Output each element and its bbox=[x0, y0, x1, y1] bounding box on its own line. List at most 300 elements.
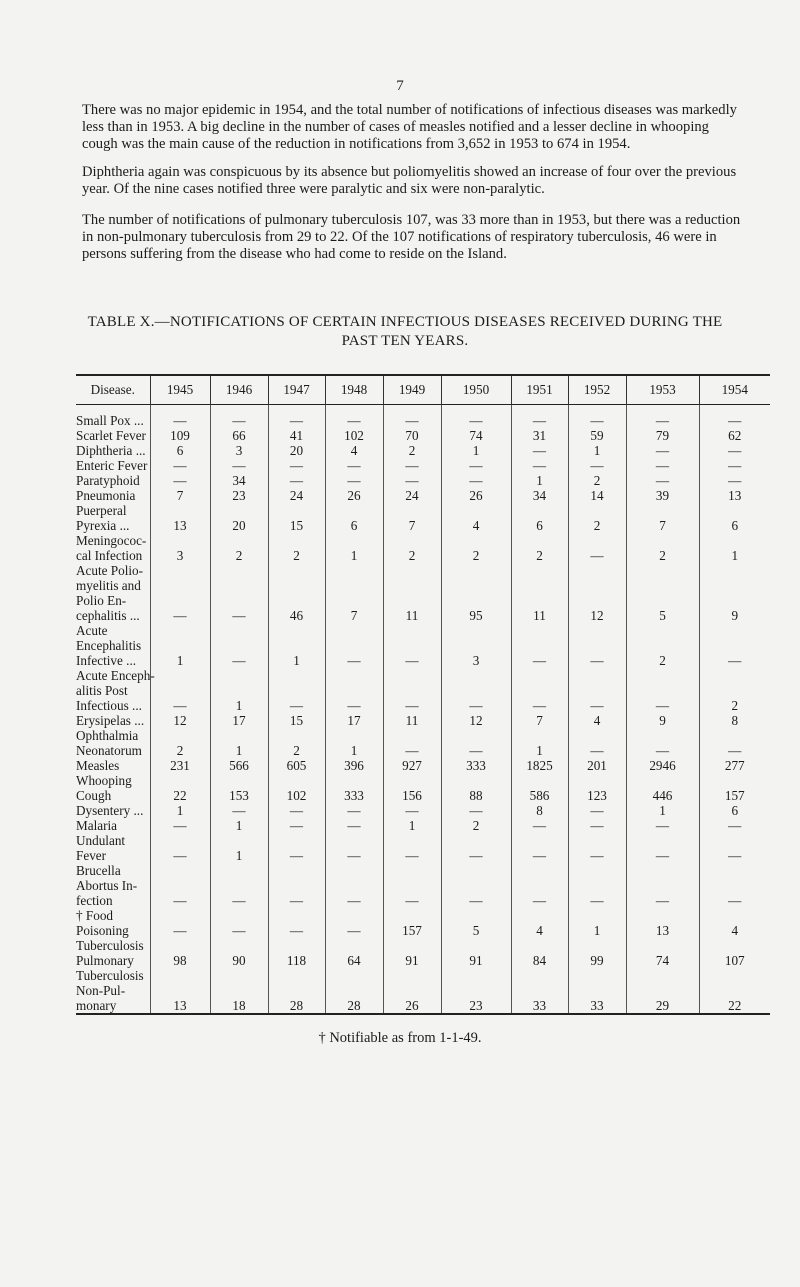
value-cell: 333 bbox=[441, 758, 511, 773]
table-row bbox=[76, 668, 770, 713]
value-cell: 2946 bbox=[626, 758, 699, 773]
value-cell: — bbox=[210, 563, 268, 623]
disease-name-cell bbox=[76, 473, 150, 488]
value-cell: — bbox=[441, 668, 511, 713]
disease-name-line: Pyrexia ... bbox=[76, 518, 130, 533]
value-cell: 157 bbox=[699, 773, 770, 803]
value-cell: — bbox=[626, 458, 699, 473]
value-cell: 98 bbox=[150, 938, 210, 968]
value-cell: 11 bbox=[511, 563, 568, 623]
value-cell: — bbox=[210, 413, 268, 428]
disease-name-line: Tuberculosis bbox=[76, 938, 144, 953]
value-cell: — bbox=[568, 833, 626, 863]
disease-name-line: Undulant bbox=[76, 833, 126, 848]
value-cell: — bbox=[441, 863, 511, 908]
value-cell: — bbox=[626, 473, 699, 488]
table-row bbox=[76, 533, 770, 563]
value-cell: 22 bbox=[699, 968, 770, 1014]
value-cell: — bbox=[441, 413, 511, 428]
value-cell: — bbox=[699, 833, 770, 863]
disease-name-cell bbox=[76, 533, 150, 563]
table-row bbox=[76, 773, 770, 803]
disease-name-cell bbox=[76, 968, 150, 1014]
value-cell: 3 bbox=[150, 533, 210, 563]
spacer-cell bbox=[626, 405, 699, 414]
disease-name-line: Malaria bbox=[76, 818, 118, 833]
disease-name-line: Measles bbox=[76, 758, 120, 773]
value-cell: 1 bbox=[210, 818, 268, 833]
value-cell: 70 bbox=[383, 428, 441, 443]
table-row bbox=[76, 458, 770, 473]
column-header-year: 1950 bbox=[441, 375, 511, 405]
value-cell: — bbox=[268, 458, 325, 473]
table-spacer-row bbox=[76, 405, 770, 414]
value-cell: 2 bbox=[626, 623, 699, 668]
value-cell: 153 bbox=[210, 773, 268, 803]
table-row bbox=[76, 803, 770, 818]
value-cell: 24 bbox=[383, 488, 441, 503]
value-cell: 91 bbox=[441, 938, 511, 968]
value-cell: — bbox=[325, 668, 383, 713]
value-cell: — bbox=[325, 863, 383, 908]
value-cell: 7 bbox=[325, 563, 383, 623]
disease-name-line: Pulmonary bbox=[76, 953, 134, 968]
value-cell: 11 bbox=[383, 563, 441, 623]
value-cell: — bbox=[511, 818, 568, 833]
value-cell: 20 bbox=[210, 503, 268, 533]
value-cell: 9 bbox=[626, 713, 699, 728]
value-cell: 29 bbox=[626, 968, 699, 1014]
value-cell: 102 bbox=[325, 428, 383, 443]
value-cell: 118 bbox=[268, 938, 325, 968]
value-cell: 8 bbox=[699, 713, 770, 728]
disease-name-line: Small Pox ... bbox=[76, 413, 144, 428]
value-cell: 1 bbox=[511, 728, 568, 758]
value-cell: — bbox=[383, 728, 441, 758]
value-cell: 4 bbox=[568, 713, 626, 728]
value-cell: 66 bbox=[210, 428, 268, 443]
value-cell: — bbox=[268, 803, 325, 818]
value-cell: — bbox=[568, 668, 626, 713]
value-cell: 1 bbox=[210, 833, 268, 863]
disease-name-line: Abortus In- bbox=[76, 878, 138, 893]
disease-name-cell bbox=[76, 938, 150, 968]
value-cell: — bbox=[568, 728, 626, 758]
value-cell: 1 bbox=[325, 533, 383, 563]
value-cell: 13 bbox=[626, 908, 699, 938]
disease-name-line: Scarlet Fever bbox=[76, 428, 146, 443]
value-cell: 46 bbox=[268, 563, 325, 623]
value-cell: 1 bbox=[626, 803, 699, 818]
disease-name-cell bbox=[76, 623, 150, 668]
value-cell: 5 bbox=[441, 908, 511, 938]
value-cell: 7 bbox=[150, 488, 210, 503]
spacer-cell bbox=[568, 405, 626, 414]
paragraph-diphtheria-polio: Diphtheria again was conspicuous by its absence but poliomyelitis showed an increase of four over the previous year. Of the nine cases notified three were paralytic and six were non-paralytic. bbox=[82, 164, 737, 197]
value-cell: 1 bbox=[568, 443, 626, 458]
column-header-year: 1947 bbox=[268, 375, 325, 405]
value-cell: — bbox=[325, 623, 383, 668]
value-cell: 84 bbox=[511, 938, 568, 968]
value-cell: — bbox=[383, 413, 441, 428]
disease-name-cell bbox=[76, 818, 150, 833]
value-cell: 41 bbox=[268, 428, 325, 443]
value-cell: 7 bbox=[511, 713, 568, 728]
disease-name-cell bbox=[76, 563, 150, 623]
value-cell: 13 bbox=[150, 968, 210, 1014]
value-cell: 18 bbox=[210, 968, 268, 1014]
value-cell: 22 bbox=[150, 773, 210, 803]
value-cell: 64 bbox=[325, 938, 383, 968]
value-cell: 3 bbox=[441, 623, 511, 668]
disease-name-line: † Food bbox=[76, 908, 114, 923]
disease-name-cell bbox=[76, 443, 150, 458]
disease-name-line: Puerperal bbox=[76, 503, 127, 518]
table-row bbox=[76, 488, 770, 503]
value-cell: 333 bbox=[325, 773, 383, 803]
disease-name-cell bbox=[76, 803, 150, 818]
value-cell: 2 bbox=[626, 533, 699, 563]
value-cell: 1 bbox=[210, 668, 268, 713]
value-cell: 13 bbox=[699, 488, 770, 503]
value-cell: — bbox=[383, 458, 441, 473]
disease-name-line: Cough bbox=[76, 788, 112, 803]
disease-name-line: Whooping bbox=[76, 773, 132, 788]
spacer-cell bbox=[76, 405, 150, 414]
disease-name-line: Poisoning bbox=[76, 923, 129, 938]
value-cell: 31 bbox=[511, 428, 568, 443]
value-cell: 201 bbox=[568, 758, 626, 773]
column-header-year: 1952 bbox=[568, 375, 626, 405]
value-cell: 17 bbox=[210, 713, 268, 728]
value-cell: — bbox=[568, 413, 626, 428]
table-row bbox=[76, 443, 770, 458]
value-cell: 90 bbox=[210, 938, 268, 968]
table-title bbox=[40, 313, 770, 351]
value-cell: 14 bbox=[568, 488, 626, 503]
table-row bbox=[76, 473, 770, 488]
spacer-cell bbox=[511, 405, 568, 414]
column-header-year: 1951 bbox=[511, 375, 568, 405]
value-cell: 74 bbox=[626, 938, 699, 968]
value-cell: — bbox=[325, 458, 383, 473]
value-cell: — bbox=[150, 668, 210, 713]
value-cell: — bbox=[699, 473, 770, 488]
value-cell: 2 bbox=[268, 728, 325, 758]
disease-name-cell bbox=[76, 503, 150, 533]
value-cell: 1 bbox=[699, 533, 770, 563]
table-row bbox=[76, 623, 770, 668]
disease-name-cell bbox=[76, 773, 150, 803]
value-cell: — bbox=[441, 458, 511, 473]
table-row bbox=[76, 413, 770, 428]
value-cell: 99 bbox=[568, 938, 626, 968]
disease-name-cell bbox=[76, 833, 150, 863]
value-cell: 231 bbox=[150, 758, 210, 773]
value-cell: 12 bbox=[568, 563, 626, 623]
value-cell: 4 bbox=[325, 443, 383, 458]
value-cell: — bbox=[150, 863, 210, 908]
value-cell: — bbox=[568, 863, 626, 908]
disease-name-line: Acute bbox=[76, 623, 108, 638]
value-cell: 6 bbox=[511, 503, 568, 533]
column-header-year: 1954 bbox=[699, 375, 770, 405]
disease-name-cell bbox=[76, 908, 150, 938]
value-cell: — bbox=[441, 803, 511, 818]
value-cell: 74 bbox=[441, 428, 511, 443]
value-cell: 11 bbox=[383, 713, 441, 728]
table-row bbox=[76, 863, 770, 908]
value-cell: — bbox=[325, 908, 383, 938]
table-title-line-2: PAST TEN YEARS. bbox=[341, 333, 469, 349]
value-cell: 927 bbox=[383, 758, 441, 773]
value-cell: — bbox=[268, 908, 325, 938]
table-title-line-1: TABLE X.—NOTIFICATIONS OF CERTAIN INFECTIOUS DISEASES RECEIVED DURING THE bbox=[87, 314, 723, 330]
value-cell: 446 bbox=[626, 773, 699, 803]
disease-name-cell bbox=[76, 713, 150, 728]
value-cell: — bbox=[150, 908, 210, 938]
value-cell: 566 bbox=[210, 758, 268, 773]
column-header-year: 1949 bbox=[383, 375, 441, 405]
value-cell: 2 bbox=[568, 473, 626, 488]
disease-name-line: Neonatorum bbox=[76, 743, 142, 758]
value-cell: — bbox=[626, 668, 699, 713]
value-cell: — bbox=[568, 818, 626, 833]
value-cell: 20 bbox=[268, 443, 325, 458]
value-cell: — bbox=[699, 458, 770, 473]
value-cell: — bbox=[626, 413, 699, 428]
value-cell: 1 bbox=[441, 443, 511, 458]
value-cell: 9 bbox=[699, 563, 770, 623]
spacer-cell bbox=[150, 405, 210, 414]
value-cell: 1 bbox=[325, 728, 383, 758]
disease-name-line: myelitis and bbox=[76, 578, 141, 593]
value-cell: 2 bbox=[441, 818, 511, 833]
table-row bbox=[76, 563, 770, 623]
value-cell: 26 bbox=[383, 968, 441, 1014]
value-cell: 102 bbox=[268, 773, 325, 803]
footnote: † Notifiable as from 1-1-49. bbox=[318, 1030, 482, 1046]
value-cell: 4 bbox=[511, 908, 568, 938]
value-cell: 39 bbox=[626, 488, 699, 503]
value-cell: 59 bbox=[568, 428, 626, 443]
value-cell: — bbox=[511, 668, 568, 713]
value-cell: 95 bbox=[441, 563, 511, 623]
value-cell: 2 bbox=[210, 533, 268, 563]
value-cell: — bbox=[383, 623, 441, 668]
value-cell: — bbox=[150, 833, 210, 863]
value-cell: — bbox=[325, 413, 383, 428]
disease-name-line: Polio En- bbox=[76, 593, 127, 608]
disease-name-cell bbox=[76, 758, 150, 773]
table-row bbox=[76, 728, 770, 758]
value-cell: 107 bbox=[699, 938, 770, 968]
table-row bbox=[76, 938, 770, 968]
disease-name-cell bbox=[76, 728, 150, 758]
disease-name-cell bbox=[76, 863, 150, 908]
value-cell: 33 bbox=[568, 968, 626, 1014]
disease-name-cell bbox=[76, 458, 150, 473]
value-cell: — bbox=[699, 413, 770, 428]
disease-name-line: fection bbox=[76, 893, 113, 908]
disease-name-line: Paratyphoid bbox=[76, 473, 140, 488]
value-cell: — bbox=[150, 413, 210, 428]
value-cell: 1 bbox=[383, 818, 441, 833]
value-cell: — bbox=[325, 473, 383, 488]
value-cell: 1 bbox=[150, 803, 210, 818]
value-cell: — bbox=[150, 458, 210, 473]
disease-name-line: Acute Enceph- bbox=[76, 668, 155, 683]
paragraph-tuberculosis: The number of notifications of pulmonary tuberculosis 107, was 33 more than in 1953, but there was a reduction in non-pulmonary tuberculosis from 29 to 22. Of the 107 notifications of respiratory tuberculosis, 46 were in persons suffering from the disease who had come to reside on the Island. bbox=[82, 212, 741, 262]
value-cell: — bbox=[383, 863, 441, 908]
value-cell: 15 bbox=[268, 503, 325, 533]
value-cell: — bbox=[268, 818, 325, 833]
value-cell: 7 bbox=[383, 503, 441, 533]
value-cell: 23 bbox=[210, 488, 268, 503]
table-row bbox=[76, 758, 770, 773]
value-cell: — bbox=[210, 863, 268, 908]
disease-name-line: Infectious ... bbox=[76, 698, 142, 713]
value-cell: 2 bbox=[268, 533, 325, 563]
value-cell: — bbox=[441, 473, 511, 488]
spacer-cell bbox=[210, 405, 268, 414]
table-row bbox=[76, 428, 770, 443]
value-cell: — bbox=[699, 443, 770, 458]
value-cell: — bbox=[511, 833, 568, 863]
value-cell: — bbox=[383, 668, 441, 713]
value-cell: — bbox=[210, 908, 268, 938]
value-cell: 79 bbox=[626, 428, 699, 443]
value-cell: — bbox=[210, 458, 268, 473]
disease-name-line: Non-Pul- bbox=[76, 983, 126, 998]
value-cell: 6 bbox=[150, 443, 210, 458]
value-cell: 2 bbox=[383, 533, 441, 563]
value-cell: 2 bbox=[383, 443, 441, 458]
value-cell: 6 bbox=[699, 503, 770, 533]
table-header-row bbox=[76, 375, 770, 405]
value-cell: 5 bbox=[626, 563, 699, 623]
value-cell: 2 bbox=[568, 503, 626, 533]
column-header-year: 1948 bbox=[325, 375, 383, 405]
value-cell: 7 bbox=[626, 503, 699, 533]
disease-name-cell bbox=[76, 428, 150, 443]
value-cell: — bbox=[626, 863, 699, 908]
spacer-cell bbox=[325, 405, 383, 414]
value-cell: 17 bbox=[325, 713, 383, 728]
value-cell: 26 bbox=[325, 488, 383, 503]
value-cell: — bbox=[568, 623, 626, 668]
value-cell: — bbox=[699, 728, 770, 758]
value-cell: — bbox=[268, 668, 325, 713]
value-cell: 13 bbox=[150, 503, 210, 533]
value-cell: 2 bbox=[441, 533, 511, 563]
value-cell: — bbox=[511, 443, 568, 458]
value-cell: 277 bbox=[699, 758, 770, 773]
value-cell: 24 bbox=[268, 488, 325, 503]
disease-name-line: Dysentery ... bbox=[76, 803, 144, 818]
value-cell: — bbox=[383, 473, 441, 488]
value-cell: 33 bbox=[511, 968, 568, 1014]
value-cell: 26 bbox=[441, 488, 511, 503]
value-cell: — bbox=[383, 833, 441, 863]
value-cell: — bbox=[568, 458, 626, 473]
value-cell: — bbox=[699, 863, 770, 908]
table-row bbox=[76, 713, 770, 728]
value-cell: — bbox=[325, 818, 383, 833]
value-cell: — bbox=[210, 623, 268, 668]
value-cell: 157 bbox=[383, 908, 441, 938]
disease-name-line: monary bbox=[76, 998, 117, 1013]
value-cell: 1 bbox=[210, 728, 268, 758]
value-cell: — bbox=[511, 413, 568, 428]
value-cell: — bbox=[325, 803, 383, 818]
disease-name-line: Encephalitis bbox=[76, 638, 142, 653]
value-cell: 91 bbox=[383, 938, 441, 968]
spacer-cell bbox=[383, 405, 441, 414]
disease-name-cell bbox=[76, 668, 155, 713]
value-cell: — bbox=[568, 803, 626, 818]
value-cell: 12 bbox=[441, 713, 511, 728]
value-cell: 2 bbox=[699, 668, 770, 713]
value-cell: 6 bbox=[699, 803, 770, 818]
value-cell: 4 bbox=[699, 908, 770, 938]
value-cell: 1 bbox=[150, 623, 210, 668]
table-row bbox=[76, 833, 770, 863]
column-header-year: 1945 bbox=[150, 375, 210, 405]
value-cell: — bbox=[511, 623, 568, 668]
value-cell: 2 bbox=[511, 533, 568, 563]
value-cell: — bbox=[441, 728, 511, 758]
value-cell: 156 bbox=[383, 773, 441, 803]
spacer-cell bbox=[268, 405, 325, 414]
value-cell: — bbox=[150, 563, 210, 623]
disease-name-cell bbox=[76, 413, 150, 428]
value-cell: 6 bbox=[325, 503, 383, 533]
value-cell: — bbox=[699, 818, 770, 833]
value-cell: — bbox=[626, 728, 699, 758]
disease-name-line: Pneumonia bbox=[76, 488, 136, 503]
spacer-cell bbox=[699, 405, 770, 414]
disease-name-line: alitis Post bbox=[76, 683, 128, 698]
value-cell: 88 bbox=[441, 773, 511, 803]
value-cell: — bbox=[568, 533, 626, 563]
value-cell: — bbox=[325, 833, 383, 863]
value-cell: — bbox=[441, 833, 511, 863]
disease-name-line: Ophthalmia bbox=[76, 728, 139, 743]
value-cell: 15 bbox=[268, 713, 325, 728]
disease-name-line: Fever bbox=[76, 848, 107, 863]
value-cell: — bbox=[511, 458, 568, 473]
value-cell: 1 bbox=[511, 473, 568, 488]
value-cell: 34 bbox=[511, 488, 568, 503]
value-cell: 123 bbox=[568, 773, 626, 803]
value-cell: — bbox=[626, 818, 699, 833]
value-cell: 1825 bbox=[511, 758, 568, 773]
value-cell: 1 bbox=[268, 623, 325, 668]
value-cell: 1 bbox=[568, 908, 626, 938]
value-cell: 12 bbox=[150, 713, 210, 728]
column-header-year: 1953 bbox=[626, 375, 699, 405]
value-cell: 586 bbox=[511, 773, 568, 803]
column-header-disease: Disease. bbox=[90, 382, 135, 397]
value-cell: — bbox=[626, 833, 699, 863]
notifications-table bbox=[76, 374, 770, 1015]
table-body bbox=[76, 405, 770, 1015]
paragraph-notifications-summary: There was no major epidemic in 1954, and the total number of notifications of infectious diseases was markedly less than in 1953. A big decline in the number of cases of measles notified and a lesser decline in whooping cough was the main cause of the reduction in notifications from 3,652 in 1953 to 674 in 1954. bbox=[82, 102, 737, 152]
table-row bbox=[76, 968, 770, 1014]
value-cell: 605 bbox=[268, 758, 325, 773]
value-cell: — bbox=[268, 473, 325, 488]
